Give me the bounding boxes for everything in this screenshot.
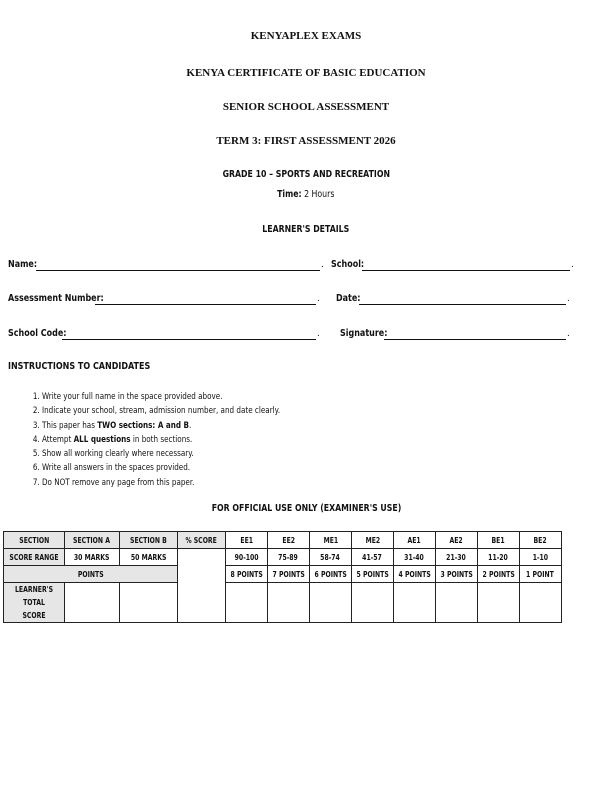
examiner-score-table: [3, 531, 562, 623]
learner-total-label: LEARNER'S TOTAL SCORE: [4, 583, 65, 623]
subject-title-row: [0, 169, 612, 180]
exam-provider-title: KENYAPLEX EXAMS: [250, 30, 362, 42]
signature-label: Signature:: [340, 328, 388, 339]
assessment-title: SENIOR SCHOOL ASSESSMENT: [222, 101, 390, 113]
school-field: [331, 259, 372, 270]
points-ae1: 4 POINTS: [393, 566, 435, 583]
instruction-item: 3. This paper has TWO sections: A and B.: [42, 419, 346, 433]
school-code-input-line[interactable]: [62, 339, 316, 340]
total-ae2-cell[interactable]: [435, 583, 477, 623]
assessment-number-input-line[interactable]: [95, 304, 316, 305]
instruction-item: 2. Indicate your school, stream, admission number, and date clearly.: [42, 404, 346, 418]
level-ee1: EE1: [225, 532, 267, 549]
term-title: TERM 3: FIRST ASSESSMENT 2026: [216, 135, 396, 147]
total-be2-cell[interactable]: [519, 583, 561, 623]
total-section-b-cell[interactable]: [119, 583, 177, 623]
name-input-line[interactable]: [36, 270, 320, 271]
range-be1: 11-20: [477, 549, 519, 566]
points-ee2: 7 POINTS: [267, 566, 309, 583]
instruction-item: 7. Do NOT remove any page from this paper.: [42, 476, 346, 490]
level-ee2: EE2: [267, 532, 309, 549]
marks-section-a: 30 MARKS: [64, 549, 119, 566]
level-ae1: AE1: [393, 532, 435, 549]
time-value: 2 Hours: [304, 189, 335, 200]
total-ae1-cell[interactable]: [393, 583, 435, 623]
time-label: Time:: [277, 189, 302, 200]
date-field: [336, 293, 367, 304]
signature-input-line[interactable]: [384, 339, 566, 340]
school-code-label: School Code:: [8, 328, 67, 339]
assessment-number-label: Assessment Number:: [8, 293, 104, 304]
date-input-line[interactable]: [359, 304, 566, 305]
points-ae2: 3 POINTS: [435, 566, 477, 583]
date-label: Date:: [336, 293, 361, 304]
subject-title: GRADE 10 – SPORTS AND RECREATION: [222, 169, 390, 180]
level-me2: ME2: [351, 532, 393, 549]
marks-section-b: 50 MARKS: [119, 549, 177, 566]
total-be1-cell[interactable]: [477, 583, 519, 623]
score-range-label: SCORE RANGE: [4, 549, 65, 566]
level-be1: BE1: [477, 532, 519, 549]
instruction-item: 4. Attempt ALL questions in both sections.: [42, 433, 346, 447]
range-ee2: 75-89: [267, 549, 309, 566]
header-section: SECTION: [4, 532, 65, 549]
total-ee2-cell[interactable]: [267, 583, 309, 623]
learner-details-heading: LEARNER'S DETAILS: [262, 224, 350, 235]
range-be2: 1-10: [519, 549, 561, 566]
total-ee1-cell[interactable]: [225, 583, 267, 623]
range-ae2: 21-30: [435, 549, 477, 566]
header-pct-score: % SCORE: [177, 532, 225, 549]
points-label: POINTS: [4, 566, 178, 583]
level-me1: ME1: [309, 532, 351, 549]
instructions-heading: INSTRUCTIONS TO CANDIDATES: [8, 361, 151, 372]
points-ee1: 8 POINTS: [225, 566, 267, 583]
name-label: Name:: [8, 259, 38, 270]
school-label: School:: [331, 259, 365, 270]
official-use-row: [0, 503, 612, 514]
total-me1-cell[interactable]: [309, 583, 351, 623]
range-me2: 41-57: [351, 549, 393, 566]
level-be2: BE2: [519, 532, 561, 549]
level-ae2: AE2: [435, 532, 477, 549]
points-be1: 2 POINTS: [477, 566, 519, 583]
instruction-item: 5. Show all working clearly where necessary.: [42, 447, 346, 461]
total-section-a-cell[interactable]: [64, 583, 119, 623]
school-input-line[interactable]: [362, 270, 570, 271]
assessment-number-field: [8, 293, 128, 304]
points-me2: 5 POINTS: [351, 566, 393, 583]
certificate-title: KENYA CERTIFICATE OF BASIC EDUCATION: [186, 67, 426, 79]
name-field: [8, 259, 44, 270]
points-be2: 1 POINT: [519, 566, 561, 583]
total-me2-cell[interactable]: [351, 583, 393, 623]
time-row: [0, 189, 612, 200]
instruction-item: 1. Write your full name in the space provided above.: [42, 390, 346, 404]
header-section-b: SECTION B: [119, 532, 177, 549]
learner-details-row: [0, 224, 612, 235]
signature-field: [340, 328, 399, 339]
instructions-list: [8, 390, 422, 490]
range-ae1: 31-40: [393, 549, 435, 566]
range-me1: 58-74: [309, 549, 351, 566]
official-use-heading: FOR OFFICIAL USE ONLY (EXAMINER'S USE): [211, 503, 401, 514]
points-me1: 6 POINTS: [309, 566, 351, 583]
range-ee1: 90-100: [225, 549, 267, 566]
header-section-a: SECTION A: [64, 532, 119, 549]
instruction-item: 6. Write all answers in the spaces provided.: [42, 461, 346, 475]
school-code-field: [8, 328, 81, 339]
pct-score-cell[interactable]: [177, 549, 225, 623]
